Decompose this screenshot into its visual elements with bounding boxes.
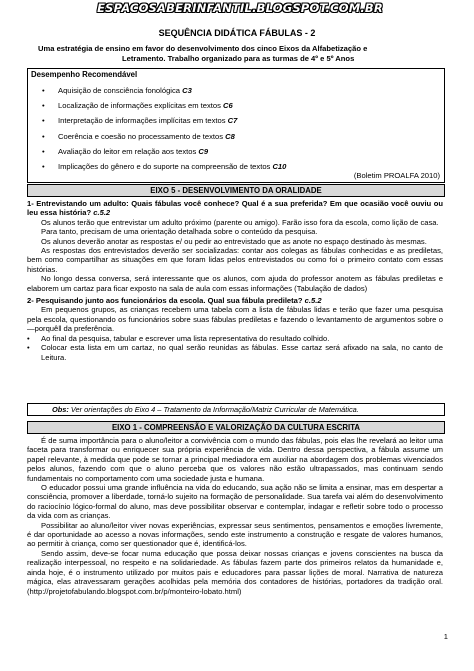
obs-box — [27, 403, 445, 416]
paragraph: As respostas dos entrevistados deverão ser socializadas: contar aos colegas as fábulas conhecidas e as prediletas, bem como compartilhar as situações em que foram lidas pelos entrevistados ou como foi o primeiro contato com essas histórias. — [27, 246, 443, 274]
paragraph: Os alunos deverão anotar as respostas e/ ou pedir ao entrevistado que as anote no espaço destinado às mesmas. — [41, 236, 427, 246]
subtitle-line-2: Letramento. Trabalho organizado para as turmas de 4º e 5º Anos — [122, 54, 355, 63]
bullet-icon: • — [42, 116, 45, 126]
bullet-icon: • — [42, 162, 45, 172]
eixo5-heading: EIXO 5 - DESENVOLVIMENTO DA ORALIDADE — [27, 184, 445, 197]
list-item: • Ao final da pesquisa, tabular e escrever uma lista representativa do resultado colhido. — [27, 333, 330, 343]
bullet-icon: • — [42, 146, 45, 156]
paragraph: É de suma importância para o aluno/leitor a convivência com o mundo das fábulas, pois elas lhe revelará ao leitor uma faceta para transformar ou enriquecer sua própria experiência de vida. Dentro dessa perspectiva, a fábula assume um papel relevante, à medida que pode se tornar a principal mediadora em auxiliar na abordagem dos problemas vivenciados pelos alunos, fazendo com que o aluno perceba que os valores não estão ultrapassados, mas continuam sendo fundamentais no comportamento com uma sociedade justa e humana. — [27, 436, 443, 483]
list-item: • Interpretação de informações implícitas em textos C7 — [42, 113, 286, 128]
paragraph: Em pequenos grupos, as crianças recebem uma tabela com a lista de fábulas lidas e terão que fazer uma pesquisa pela escola, questionando os funcionários sobre suas fábulas prediletas e fazendo o levantamento de argumentos sobre o —porquê‖ da preferência. — [27, 305, 443, 334]
list-item: • Aquisição de consciência fonológica C3 — [42, 83, 286, 98]
page-number: 1 — [443, 632, 448, 641]
site-banner — [97, 0, 383, 16]
site-banner-text: ESPACOSABERINFANTIL.BLOGSPOT.COM.BR — [97, 1, 383, 15]
bullet-icon: • — [42, 101, 45, 111]
obs-text: Ver orientações do Eixo 4 – Tratamento da Informação/Matriz Curricular de Matemática. — [68, 405, 359, 414]
question-1: 1- Entrevistando um adulto: Quais fábulas você conhece? Qual é a sua preferida? Em que ocasião você ouviu ou leu essa história? c.5.2 — [27, 199, 443, 218]
citation: (Boletim PROALFA 2010) — [353, 171, 440, 180]
paragraph: Possibilitar ao aluno/leitor viver novas experiências, expressar seus sentimentos, pensamentos e emoções livremente, é dar oportunidade ao acesso a novas informações, sendo este instrumento a construção e resgate de valores humanos, ao permitir à criança, como ser questionador que é, identificá-los. — [27, 520, 443, 549]
list-item: • Avaliação do leitor em relação aos textos C9 — [42, 144, 286, 159]
eixo1-section — [27, 436, 443, 596]
eixo1-heading: EIXO 1 - COMPREENSÃO E VALORIZAÇÃO DA CULTURA ESCRITA — [27, 421, 445, 434]
bullet-icon: • — [42, 86, 45, 95]
eixo5-section — [27, 199, 443, 362]
paragraph: Sendo assim, deve-se focar numa educação que possa deixar nossas crianças e jovens conscientes na busca da realização interpessoal, no respeito e na solidariedade. As fábulas fazem parte dos primeiros relatos da humanidade e, ainda hoje, é o instrumento utilizado por muitos pais e educadores para passar lições de moral. Narrativa de natureza mágica, elas atravessaram gerações acolhidas pela memória dos contadores de histórias, portadores da tradição oral. (http://projetofabulando.blogspot.com.br/p/monteiro-lobato.html) — [27, 548, 443, 596]
desempenho-heading: Desempenho Recomendável — [31, 70, 138, 79]
list-item: • Coerência e coesão no processamento de textos C8 — [42, 129, 286, 144]
paragraph: No longo dessa conversa, será interessante que os alunos, com ajuda do professor anotem as fábulas prediletas e elaborem um cartaz para ficar exposto na sala de aula com essas informações (Tabulação de dados) — [27, 274, 443, 293]
paragraph: Os alunos terão que entrevistar um adulto próximo (parente ou amigo). Farão isso fora da escola, como lição de casa. — [41, 217, 439, 227]
question-2: 2- Pesquisando junto aos funcionários da escola. Qual sua fábula predileta? c.5.2 — [27, 296, 322, 306]
obs-label: Obs: — [52, 405, 69, 414]
bullet-icon: • — [27, 343, 30, 353]
list-item: • Colocar esta lista em um cartaz, no qual serão reunidas as fábulas. Esse cartaz será afixado na sala, no canto de Leitura. — [27, 343, 443, 362]
bullet-icon: • — [27, 333, 30, 343]
bullet-icon: • — [42, 131, 45, 141]
paragraph: O educador possui uma grande influência na vida do educando, sua ação não se limita a ensinar, mas em despertar a consciência, promover a liberdade, torná-lo sujeito na formação de personalidade. Sua tarefa vai além do desenvolvimento do raciocínio lógico-formal do aluno, mas deve possibilitar observar e contemplar, indagar e refletir sobre todo o processo da vida com as crianças. — [27, 483, 443, 521]
list-item: • Implicações do gênero e do suporte na compreensão de textos C10 — [42, 159, 286, 174]
list-item: • Localização de informações explícitas em textos C6 — [42, 98, 286, 113]
document-subtitle — [38, 44, 448, 64]
document-title: SEQUÊNCIA DIDÁTICA FÁBULAS - 2 — [158, 28, 316, 38]
paragraph: Para tanto, precisam de uma orientação detalhada sobre o conteúdo da pesquisa. — [41, 227, 318, 237]
desempenho-box — [27, 68, 445, 183]
desempenho-list — [42, 83, 286, 174]
subtitle-line-1: Uma estratégia de ensino em favor do desenvolvimento dos cinco Eixos da Alfabetização e — [38, 44, 368, 53]
